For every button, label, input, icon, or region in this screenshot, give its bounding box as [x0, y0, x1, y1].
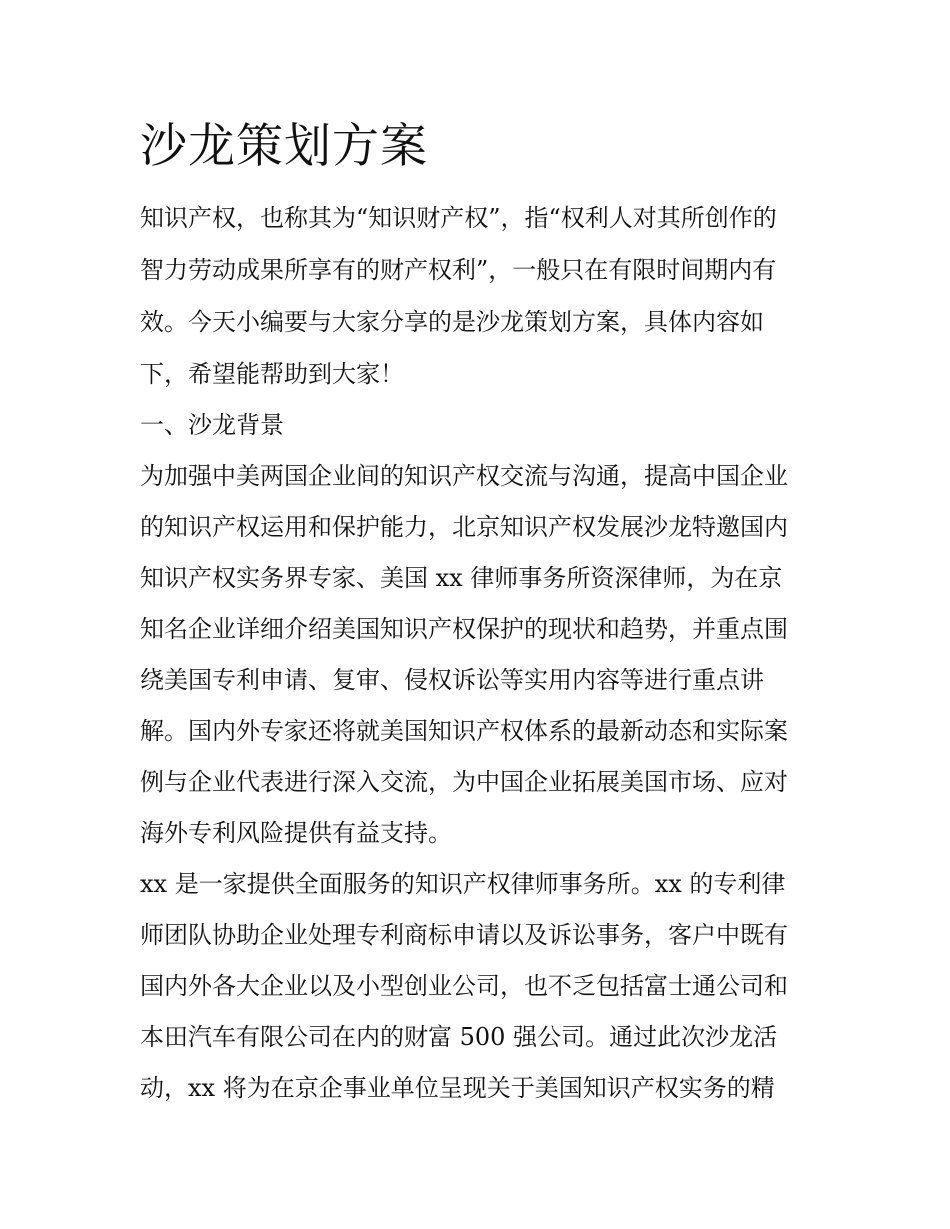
body-line: 为加强中美两国企业间的知识产权交流与沟通，提高中国企业 [140, 462, 788, 490]
body-line: 智力劳动成果所享有的财产权利”，一般只在有限时间期内有 [140, 256, 777, 284]
body-line: 效。今天小编要与大家分享的是沙龙策划方案，具体内容如 [140, 308, 764, 336]
body-line: 动，xx 将为在京企事业单位呈现关于美国知识产权实务的精 [140, 1074, 775, 1102]
body-line: 的知识产权运用和保护能力，北京知识产权发展沙龙特邀国内 [140, 513, 788, 541]
body-line: 例与企业代表进行深入交流，为中国企业拓展美国市场、应对 [140, 768, 788, 796]
body-line: xx 是一家提供全面服务的知识产权律师事务所。xx 的专利律 [140, 870, 786, 898]
body-line: 知识产权实务界专家、美国 xx 律师事务所资深律师，为在京 [140, 564, 783, 592]
section-heading: 一、沙龙背景 [140, 411, 284, 439]
body-line: 知名企业详细介绍美国知识产权保护的现状和趋势，并重点围 [140, 615, 788, 643]
body-line: 知识产权，也称其为“知识财产权”，指“权利人对其所创作的 [140, 204, 777, 232]
body-line: 国内外各大企业以及小型创业公司，也不乏包括富士通公司和 [140, 972, 788, 1000]
body-line: 本田汽车有限公司在内的财富 500 强公司。通过此次沙龙活 [140, 1023, 778, 1051]
body-line: 下，希望能帮助到大家！ [140, 360, 404, 388]
body-line: 师团队协助企业处理专利商标申请以及诉讼事务，客户中既有 [140, 921, 788, 949]
body-line: 海外专利风险提供有益支持。 [140, 819, 452, 847]
body-line: 解。国内外专家还将就美国知识产权体系的最新动态和实际案 [140, 717, 788, 745]
page-title: 沙龙策划方案 [140, 119, 428, 174]
body-line: 绕美国专利申请、复审、侵权诉讼等实用内容等进行重点讲 [140, 666, 764, 694]
